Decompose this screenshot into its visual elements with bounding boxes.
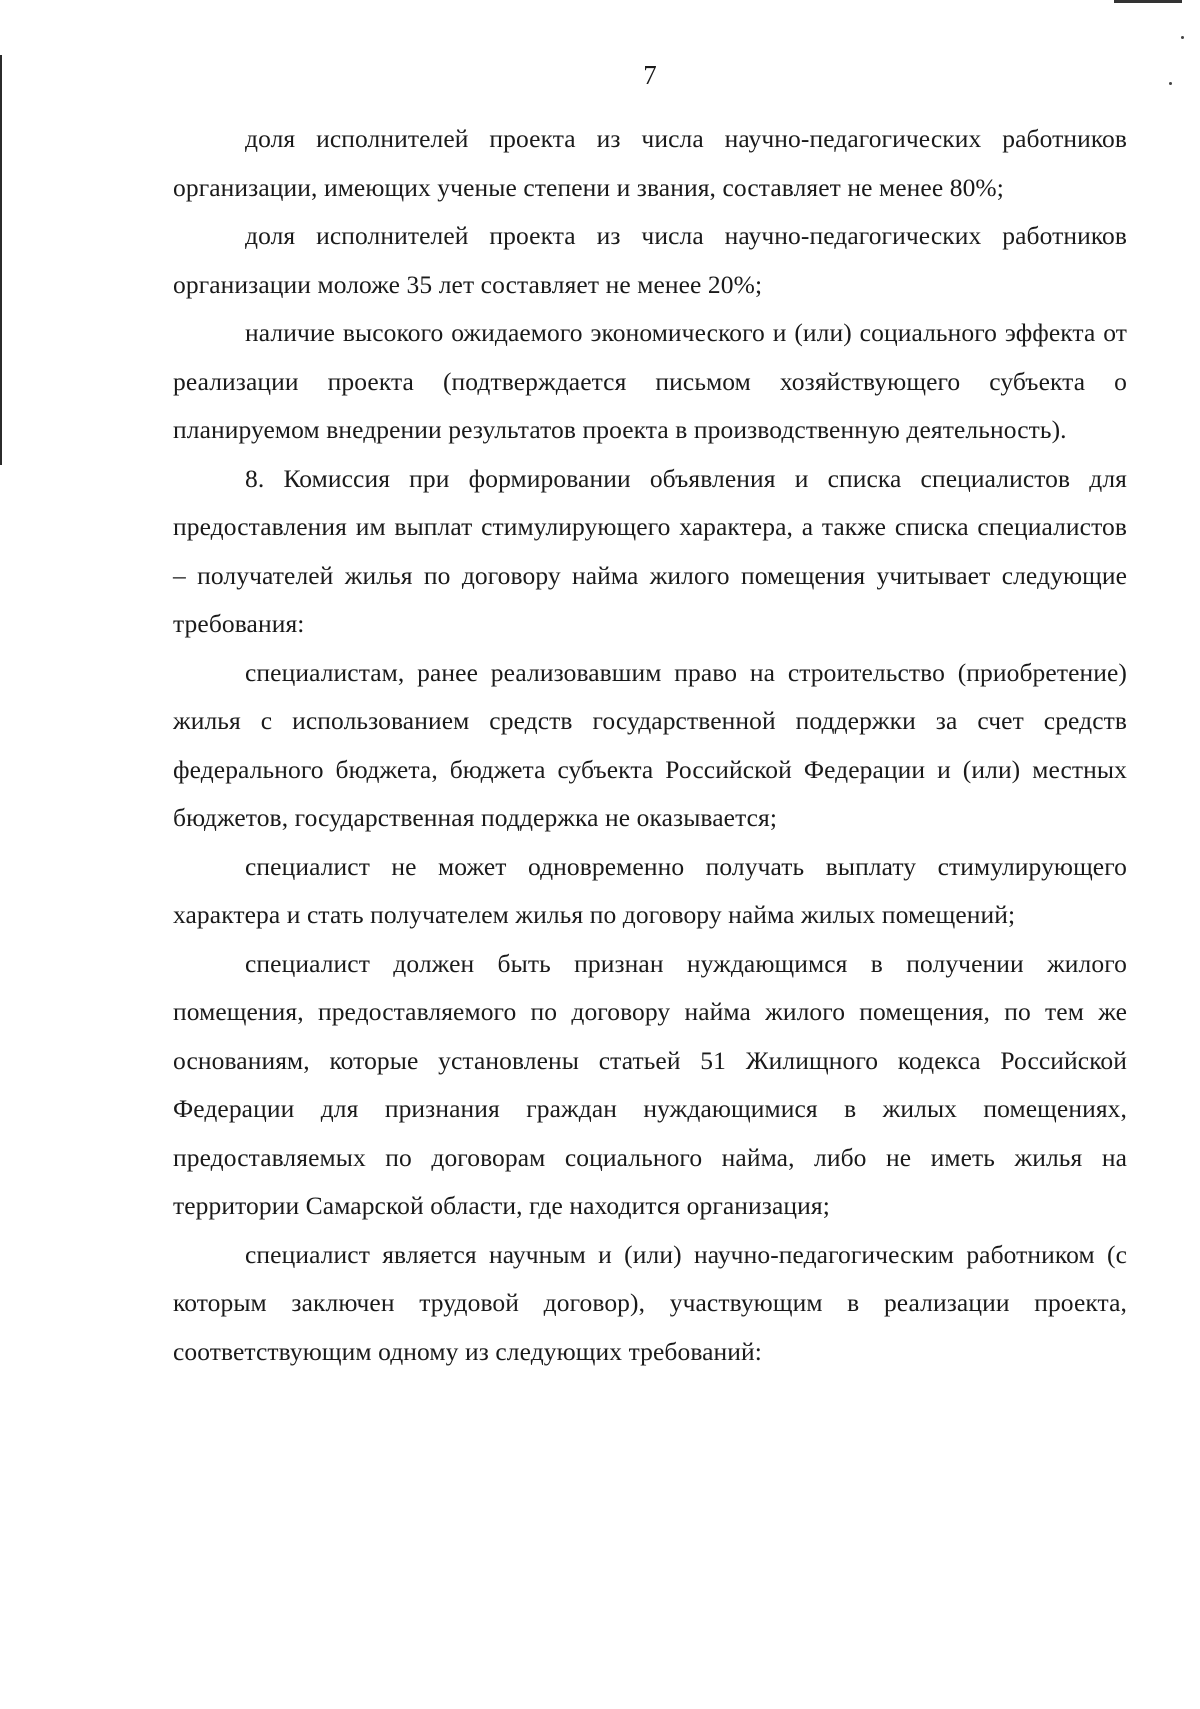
- paragraph: доля исполнителей проекта из числа научно-педагогических работников организации, имеющих ученые степени и звания, составляет не менее 80%;: [173, 124, 1127, 202]
- paragraph: специалист должен быть признан нуждающимся в получении жилого помещения, предоставляемого по договору найма жилого помещения, по тем же основаниям, которые установлены статьей 51 Жилищного кодекса Российской Федерации для признания граждан нуждающимися в жилых помещениях, предоставляемых по договорам социального найма, либо не иметь жилья на территории Самарской области, где находится организация;: [173, 948, 1127, 1220]
- paragraph: специалист является научным и (или) научно-педагогическим работником (с которым заключен трудовой договор), участвующим в реализации проекта, соответствующим одному из следующих требований:: [173, 1239, 1127, 1366]
- paragraph: специалист не может одновременно получать выплату стимулирующего характера и стать получателем жилья по договору найма жилых помещений;: [173, 851, 1127, 929]
- paragraph: доля исполнителей проекта из числа научно-педагогических работников организации моложе 35 лет составляет не менее 20%;: [173, 221, 1127, 299]
- paragraph: 8. Комиссия при формировании объявления и списка специалистов для предоставления им выплат стимулирующего характера, а также списка специалистов – получателей жилья по договору найма жилого помещения учитывает следующие требования:: [173, 463, 1127, 638]
- document-body: [173, 115, 1127, 1376]
- scan-edge-line: [0, 55, 2, 465]
- paragraph: наличие высокого ожидаемого экономического и (или) социального эффекта от реализации проекта (подтверждается письмом хозяйствующего субъекта о планируемом внедрении результатов проекта в производственную деятельность).: [173, 318, 1127, 444]
- scan-speck: [1181, 36, 1184, 39]
- scan-top-mark: [1114, 0, 1182, 3]
- page-number: 7: [643, 60, 657, 90]
- paragraph: специалистам, ранее реализовавшим право на строительство (приобретение) жилья с использованием средств государственной поддержки за счет средств федерального бюджета, бюджета субъекта Российской Федерации и (или) местных бюджетов, государственная поддержка не оказывается;: [173, 657, 1127, 832]
